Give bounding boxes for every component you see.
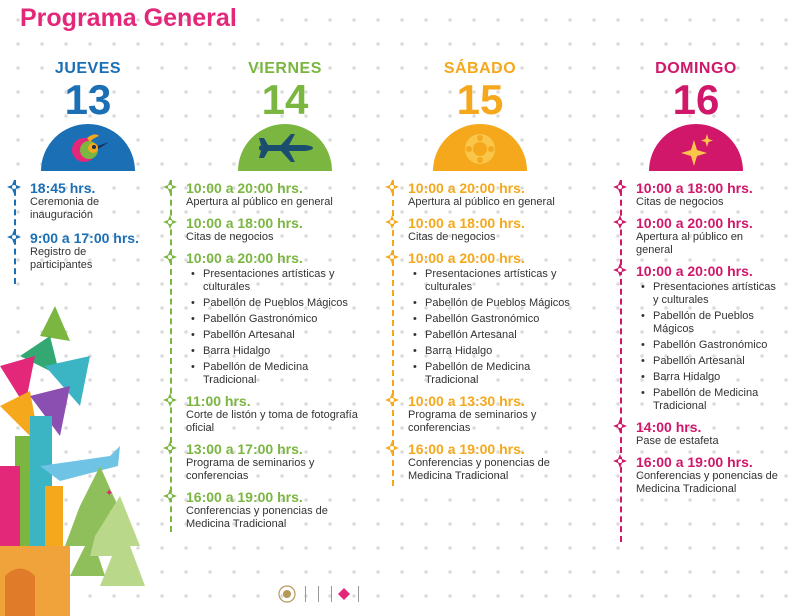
day-name: JUEVES [54,60,122,77]
event-description: Conferencias y ponencias de Medicina Tradicional [186,505,328,530]
day-column-sabado [420,60,540,121]
event-time: 10:00 a 18:00 hrs. [186,215,303,231]
pinwheel-bullet-icon [163,250,177,269]
event-description: Conferencias y ponencias de Medicina Tradicional [408,457,550,482]
event-time: 9:00 a 17:00 hrs. [30,230,139,246]
pinwheel-bullet-icon [163,180,177,199]
event-items-list [408,268,584,387]
hummingbird-icon [65,132,111,166]
pinwheel-bullet-icon [613,263,627,282]
event-time: 10:00 a 18:00 hrs. [408,215,525,231]
event-time: 10:00 a 20:00 hrs. [186,250,303,266]
event-description: Programa de seminarios y conferencias [408,409,537,434]
event-description: Citas de negocios [408,231,496,243]
schedule-event [172,441,362,483]
day-badge [41,124,135,171]
event-time: 13:00 a 17:00 hrs. [186,441,303,457]
day-badge [433,124,527,171]
list-item: • Pabellón Gastronómico [408,313,584,326]
pinwheel-bullet-icon [385,215,399,234]
sun-icon [460,132,500,166]
schedule-event [16,230,146,272]
day-column-jueves [28,60,148,121]
decorative-illustration [0,296,150,616]
list-item: • Pabellón Gastronómico [636,339,782,352]
event-time: 10:00 a 18:00 hrs. [636,180,753,196]
event-description: Corte de listón y toma de fotografía oficial [186,409,358,434]
schedule-event [394,215,584,244]
event-description: Apertura al público en general [186,196,333,208]
schedule-event [172,180,362,209]
sparkle-icon [676,132,716,166]
day-number: 13 [64,76,112,123]
event-time: 16:00 a 19:00 hrs. [408,441,525,457]
schedule-event [172,393,362,435]
pinwheel-bullet-icon [613,454,627,473]
schedule-event [622,454,782,496]
schedule-event [16,180,146,222]
svg-text:✦: ✦ [105,488,114,499]
schedule-event [622,215,782,257]
event-description: Citas de negocios [186,231,274,243]
list-item: • Barra Hidalgo [186,345,362,358]
pinwheel-bullet-icon [163,489,177,508]
pinwheel-bullet-icon [7,180,21,199]
pinwheel-bullet-icon [613,180,627,199]
schedule-event [172,489,362,531]
schedule-event [622,263,782,413]
event-time: 18:45 hrs. [30,180,96,196]
schedule-event [394,250,584,387]
list-item: • Presentaciones artísticas y culturales [186,268,362,294]
schedule-viernes [170,180,362,532]
pinwheel-bullet-icon [7,230,21,249]
pinwheel-bullet-icon [385,441,399,460]
day-column-domingo [636,60,756,121]
schedule-sabado [392,180,584,486]
day-number: 16 [672,76,720,123]
event-description: Programa de seminarios y conferencias [186,457,315,482]
list-item: • Presentaciones artísticas y culturales [408,268,584,294]
pinwheel-bullet-icon [163,215,177,234]
event-time: 10:00 a 13:30 hrs. [408,393,525,409]
event-items-list [186,268,362,387]
pinwheel-bullet-icon [385,250,399,269]
list-item: • Pabellón Artesanal [636,355,782,368]
day-name: DOMINGO [655,60,737,77]
schedule-domingo [620,180,782,542]
event-time: 11:00 hrs. [186,393,251,409]
event-description: Pase de estafeta [636,435,719,447]
hidalgo-shield-icon [338,588,350,600]
event-description: Registro de participantes [30,246,93,271]
event-time: 10:00 a 20:00 hrs. [408,250,525,266]
schedule-event [394,180,584,209]
list-item: • Pabellón de Pueblos Mágicos [636,310,782,336]
list-item: • Pabellón de Pueblos Mágicos [186,297,362,310]
event-time: 10:00 a 20:00 hrs. [186,180,303,196]
event-time: 10:00 a 20:00 hrs. [636,263,753,279]
pinwheel-bullet-icon [613,215,627,234]
pinwheel-bullet-icon [163,441,177,460]
event-time: 14:00 hrs. [636,419,702,435]
day-name: VIERNES [248,60,322,77]
day-badge [238,124,332,171]
event-time: 16:00 a 19:00 hrs. [636,454,753,470]
day-name: SÁBADO [443,60,517,77]
schedule-event [394,393,584,435]
event-time: 10:00 a 20:00 hrs. [408,180,525,196]
list-item: • Pabellón Gastronómico [186,313,362,326]
list-item: • Pabellón Artesanal [408,329,584,342]
airplane-icon [255,132,315,164]
list-item: • Pabellón de Medicina Tradicional [636,387,782,413]
schedule-event [394,441,584,483]
schedule-event [172,215,362,244]
list-item: • Pabellón de Medicina Tradicional [408,361,584,387]
eagle-seal-icon [278,585,296,603]
pinwheel-bullet-icon [613,419,627,438]
day-column-viernes [210,60,360,121]
day-number: 15 [456,76,504,123]
event-description: Conferencias y ponencias de Medicina Tradicional [636,470,778,495]
pinwheel-bullet-icon [385,180,399,199]
event-time: 16:00 a 19:00 hrs. [186,489,303,505]
event-description: Apertura al público en general [408,196,555,208]
page-title: Programa General [20,4,237,32]
schedule-event [172,250,362,387]
schedule-jueves [14,180,146,284]
pinwheel-bullet-icon [385,393,399,412]
schedule-event [622,180,782,209]
list-item: • Pabellón Artesanal [186,329,362,342]
list-item: • Pabellón de Medicina Tradicional [186,361,362,387]
list-item: • Presentaciones artísticas y culturales [636,281,782,307]
event-items-list [636,281,782,413]
event-description: Apertura al público en general [636,231,744,256]
footer-logos [278,585,365,603]
pinwheel-bullet-icon [163,393,177,412]
event-description: Citas de negocios [636,196,724,208]
schedule-event [622,419,782,448]
day-badge [649,124,743,171]
day-number: 14 [261,76,309,123]
list-item: • Barra Hidalgo [636,371,782,384]
list-item: • Pabellón de Pueblos Mágicos [408,297,584,310]
event-description: Ceremonia de inauguración [30,196,100,221]
event-time: 10:00 a 20:00 hrs. [636,215,753,231]
list-item: • Barra Hidalgo [408,345,584,358]
